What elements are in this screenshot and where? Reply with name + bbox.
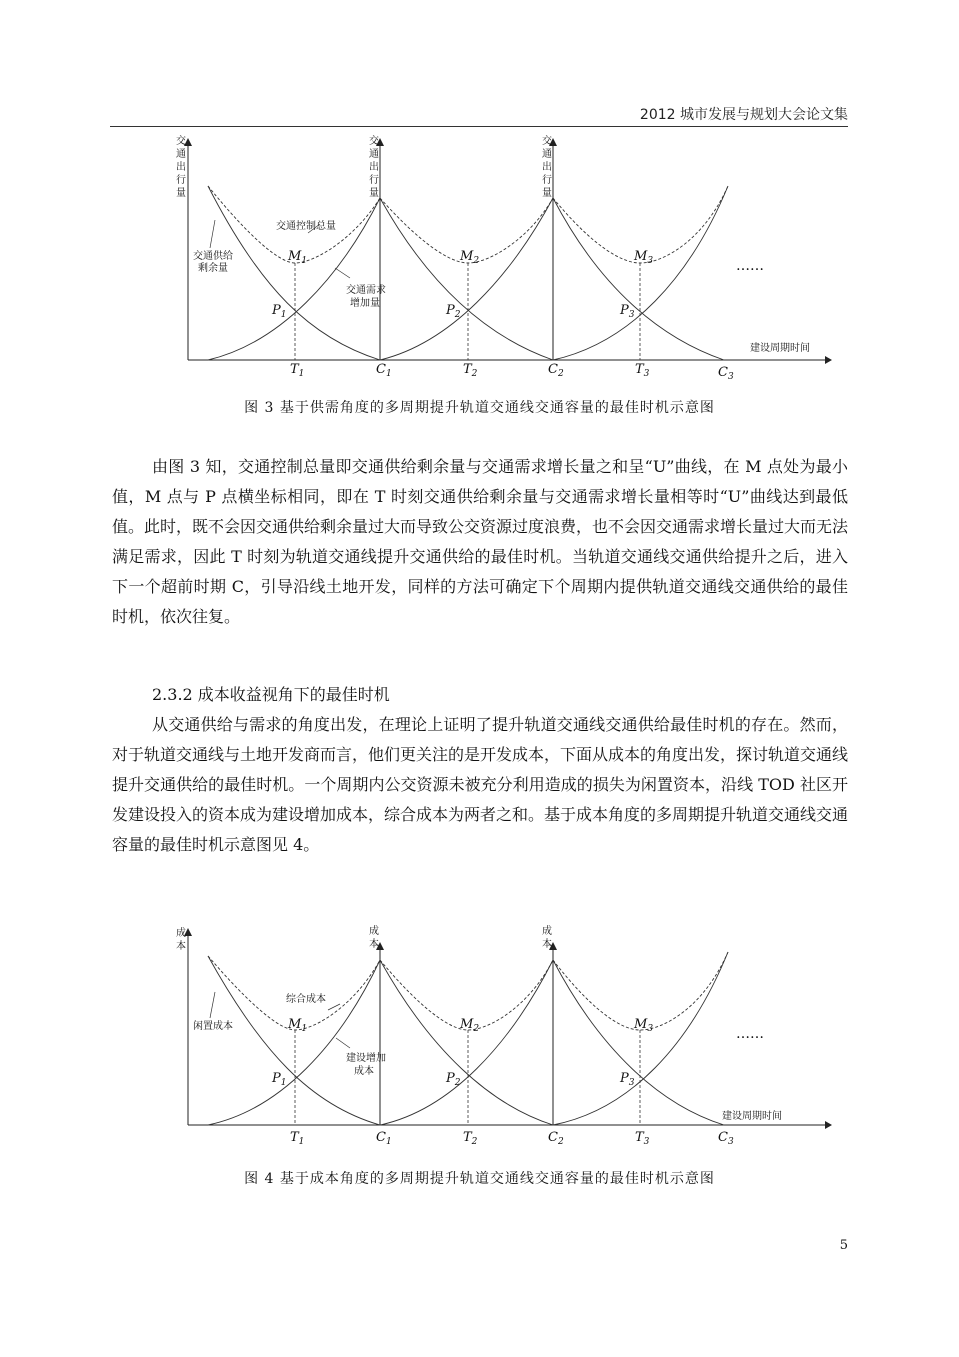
tick-t2: T (463, 362, 472, 377)
y-axis-labels (176, 134, 552, 199)
tick-c3: C (718, 365, 728, 380)
y-label-char: 成 (542, 926, 552, 937)
axes (184, 928, 832, 1129)
build-cost-label-1: 建设增加 (346, 1053, 386, 1064)
svg-text:M3: $M_3$ (634, 249, 654, 266)
svg-text:M2: $M_2$ (460, 1017, 480, 1034)
p-label: P (620, 303, 629, 318)
header-rule (110, 126, 848, 127)
m-label: M (288, 1017, 302, 1032)
subsection-heading: 2.3.2 成本收益视角下的最佳时机 (152, 685, 390, 704)
figure-3-caption: 图 3 基于供需角度的多周期提升轨道交通线交通容量的最佳时机示意图 (244, 400, 715, 416)
demand-curve-label-1: 交通需求 (346, 285, 386, 296)
svg-text:P1: $P_1$ (272, 303, 287, 320)
svg-text:P1: $P_1$ (272, 1071, 287, 1088)
leader-lines (210, 992, 350, 1048)
svg-text:M1: $M_1$ (288, 249, 308, 266)
svg-text:T1: $T_1$ (290, 1130, 305, 1147)
figure-3-diagram (110, 128, 850, 390)
tick-c2: C (548, 362, 558, 377)
paragraph-1: 由图 3 知，交通控制总量即交通供给剩余量与交通需求增长量之和呈“U”曲线，在 M 点处为最小值，M 点与 P 点横坐标相同，即在 T 时刻交通供给剩余量与交通需求增长量相等时“U”曲线达到最低值。此时，既不会因交通供给剩余量过大而导致公交资源过度浪费，也不会因交通需求增长量过大而无法满足需求，因此 T 时刻为轨道交通线提升交通供给的最佳时机。当轨道交通线交通供给提升之后，进入下一个超前时期 C，引导沿线土地开发，同样的方法可确定下个周期内提供轨道交通线交通供给的最佳时机，依次往复。 (112, 457, 849, 626)
y-label-char: 交 (542, 136, 552, 147)
build-cost-label-2: 成本 (354, 1066, 374, 1077)
m-label: M (634, 249, 648, 264)
page-number: 5 (839, 1238, 848, 1253)
p-label: P (272, 1071, 281, 1086)
y-label-char: 量 (542, 188, 552, 199)
y-label-char: 量 (176, 188, 186, 199)
y-label-char: 行 (542, 175, 552, 186)
svg-text:C3: $C_3$ (718, 1130, 734, 1147)
y-label-char: 本 (369, 939, 379, 950)
svg-text:P3: $P_3$ (620, 303, 635, 320)
x-axis-label: 建设周期时间 (750, 343, 810, 354)
svg-text:M3: $M_3$ (634, 1017, 654, 1034)
y-label-char: 成 (369, 926, 379, 937)
y-axis-labels (176, 924, 552, 952)
tick-labels (290, 1130, 734, 1147)
svg-text:T2: $T_2$ (463, 1130, 478, 1147)
y-label-char: 出 (542, 162, 552, 173)
svg-text:C1: $C_1$ (376, 1130, 392, 1147)
build-cost-curves (208, 952, 728, 1125)
y-label-char: 出 (369, 162, 379, 173)
idle-cost-label: 闲置成本 (193, 1021, 233, 1032)
total-cost-label: 综合成本 (286, 994, 326, 1005)
y-label-char: 通 (176, 149, 186, 160)
ellipsis: …… (736, 1026, 764, 1042)
p-label: P (446, 1071, 455, 1086)
x-axis-label: 建设周期时间 (722, 1111, 782, 1122)
svg-text:P3: $P_3$ (620, 1071, 635, 1088)
surplus-curve-label-2: 剩余量 (198, 263, 228, 274)
tick-t3: T (635, 1130, 644, 1145)
svg-text:T3: $T_3$ (635, 362, 650, 379)
tick-labels (290, 362, 734, 382)
total-curve-label: 交通控制总量 (276, 221, 336, 232)
tick-t2: T (463, 1130, 472, 1145)
tick-t1: T (290, 362, 299, 377)
idle-cost-curves (208, 956, 724, 1125)
svg-text:C2: $C_2$ (548, 1130, 564, 1147)
tick-c1: C (376, 1130, 386, 1145)
y-label-char: 行 (176, 175, 186, 186)
m-label: M (460, 249, 474, 264)
svg-text:C1: $C_1$ (376, 362, 392, 379)
tick-c1: C (376, 362, 386, 377)
y-label-char: 本 (176, 941, 186, 952)
y-label-char: 交 (176, 136, 186, 147)
svg-text:T3: $T_3$ (635, 1130, 650, 1147)
y-label-char: 通 (369, 149, 379, 160)
demand-curve-label-2: 增加量 (350, 298, 380, 309)
svg-text:T1: $T_1$ (290, 362, 305, 379)
surplus-curves (208, 186, 724, 360)
ellipsis: …… (736, 258, 764, 274)
tick-t1: T (290, 1130, 299, 1145)
figure-4-caption: 图 4 基于成本角度的多周期提升轨道交通线交通容量的最佳时机示意图 (244, 1171, 715, 1187)
m-label: M (288, 249, 302, 264)
tick-c3: C (718, 1130, 728, 1145)
axes (184, 138, 832, 364)
m-label: M (460, 1017, 474, 1032)
svg-text:P2: $P_2$ (446, 1071, 461, 1088)
svg-text:P2: $P_2$ (446, 303, 461, 320)
running-header: 2012 城市发展与规划大会论文集 (639, 107, 848, 123)
y-label-char: 交 (369, 136, 379, 147)
svg-text:M1: $M_1$ (288, 1017, 308, 1034)
tick-c2: C (548, 1130, 558, 1145)
y-label-char: 通 (542, 149, 552, 160)
y-label-char: 成 (176, 928, 186, 939)
p-label: P (272, 303, 281, 318)
tick-t3: T (635, 362, 644, 377)
svg-text:M2: $M_2$ (460, 249, 480, 266)
surplus-curve-label-1: 交通供给 (193, 251, 233, 262)
svg-text:C2: $C_2$ (548, 362, 564, 379)
svg-text:T2: $T_2$ (463, 362, 478, 379)
paragraph-2: 从交通供给与需求的角度出发，在理论上证明了提升轨道交通线交通供给最佳时机的存在。然而，对于轨道交通线与土地开发商而言，他们更关注的是开发成本，下面从成本的角度出发，探讨轨道交通线提升交通供给的最佳时机。一个周期内公交资源未被充分利用造成的损失为闲置资本，沿线 TOD 社区开发建设投入的资本成为建设增加成本，综合成本为两者之和。基于成本角度的多周期提升轨道交通线交通容量的最佳时机示意图见 4。 (112, 715, 849, 854)
y-label-char: 出 (176, 162, 186, 173)
svg-text:C3: $C_3$ (718, 365, 734, 382)
y-label-char: 行 (369, 175, 379, 186)
figure-4-diagram (110, 920, 850, 1152)
y-label-char: 本 (542, 939, 552, 950)
y-label-char: 量 (369, 188, 379, 199)
p-label: P (446, 303, 455, 318)
point-labels (271, 249, 653, 320)
m-label: M (634, 1017, 648, 1032)
p-label: P (620, 1071, 629, 1086)
